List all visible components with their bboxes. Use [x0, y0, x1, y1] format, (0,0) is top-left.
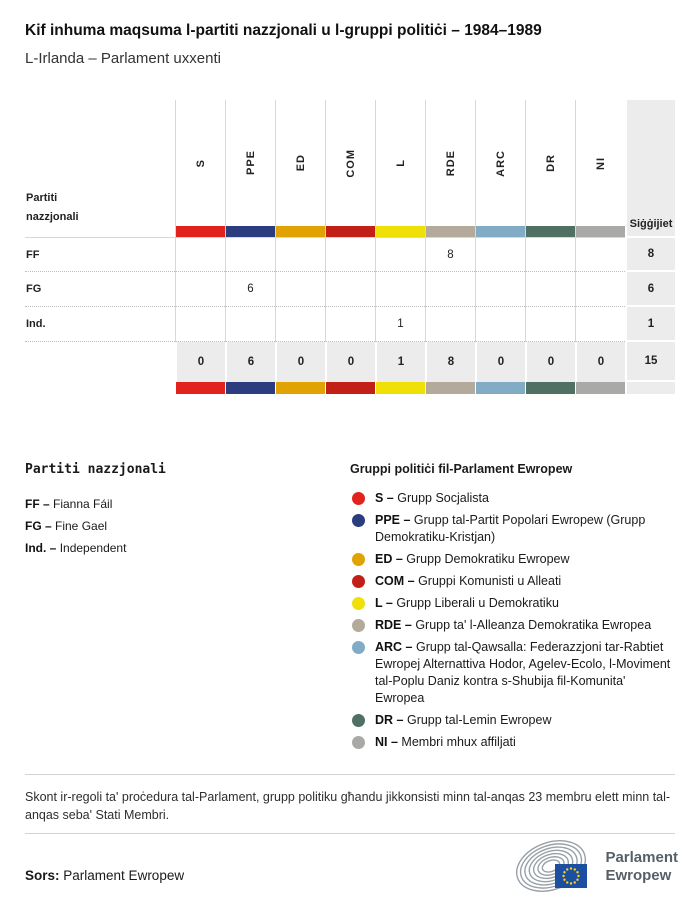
group-color-bar — [325, 382, 375, 394]
column-header-dr: DR — [525, 100, 575, 226]
party-code: Ind. – — [25, 541, 57, 555]
party-legend — [25, 462, 350, 756]
value-cell — [175, 307, 225, 342]
total-cell: 8 — [425, 342, 475, 382]
group-legend-title: Gruppi politiċi fil-Parlament Ewropew — [350, 462, 573, 476]
group-legend-text — [375, 595, 675, 612]
seats-column-header: Siġġijiet — [625, 100, 675, 238]
group-name: Grupp tal-Partit Popolari Ewropew (Grupp Demokratiku-Kristjan) — [375, 513, 646, 544]
value-cell — [575, 238, 625, 272]
group-legend — [350, 462, 675, 756]
value-cell — [225, 307, 275, 342]
value-cell — [325, 272, 375, 307]
value-cell: 6 — [225, 272, 275, 307]
source-label: Sors: — [25, 868, 60, 883]
column-header-ni: NI — [575, 100, 625, 226]
total-cell: 0 — [525, 342, 575, 382]
group-color-dot-icon — [352, 514, 365, 527]
source-value: Parlament Ewropew — [63, 868, 185, 883]
group-legend-text — [375, 734, 675, 751]
group-color-bar — [375, 382, 425, 394]
total-cell: 0 — [275, 342, 325, 382]
group-name: Grupp Socjalista — [397, 491, 489, 505]
value-cell — [425, 307, 475, 342]
ep-logo-icon — [515, 840, 599, 894]
group-code: L – — [375, 596, 393, 610]
group-color-bar — [475, 226, 525, 238]
eu-flag-icon — [555, 864, 587, 888]
group-code: ARC – — [375, 640, 413, 654]
party-legend-item — [25, 515, 350, 537]
group-color-dot-icon — [352, 492, 365, 505]
source-line — [25, 868, 184, 883]
group-legend-text — [375, 573, 675, 590]
group-color-bar — [175, 226, 225, 238]
totals-row-label — [25, 342, 175, 382]
value-cell — [225, 238, 275, 272]
group-color-dot-icon — [352, 619, 365, 632]
spacer-cell — [25, 382, 175, 394]
page-title: Kif inhuma maqsuma l-partiti nazzjonali u l-gruppi politiċi – 1984–1989 — [25, 22, 542, 39]
group-color-bar — [525, 382, 575, 394]
divider — [25, 833, 675, 834]
ep-logo — [515, 840, 678, 894]
group-legend-item — [350, 639, 675, 707]
logo-text-line2: Ewropew — [605, 867, 672, 884]
value-cell — [575, 272, 625, 307]
party-legend-item — [25, 537, 350, 559]
party-name: Fianna Fáil — [53, 497, 113, 511]
group-color-bar — [225, 382, 275, 394]
column-header-arc: ARC — [475, 100, 525, 226]
seats-cell: 8 — [625, 238, 675, 272]
row-label: FF — [25, 238, 175, 272]
value-cell — [325, 307, 375, 342]
group-legend-item — [350, 712, 675, 729]
group-color-dot-icon — [352, 597, 365, 610]
group-legend-item — [350, 551, 675, 568]
logo-text-line1: Parlament — [605, 849, 678, 866]
value-cell — [175, 272, 225, 307]
page-subtitle: L-Irlanda – Parlament uxxenti — [25, 50, 221, 67]
value-cell — [475, 307, 525, 342]
party-code: FF – — [25, 497, 50, 511]
group-color-bar — [525, 226, 575, 238]
value-cell — [375, 238, 425, 272]
group-legend-text — [375, 490, 675, 507]
column-header-s: S — [175, 100, 225, 226]
party-legend-title: Partiti nazzjonali — [25, 462, 166, 477]
value-cell — [575, 307, 625, 342]
group-name: Grupp ta' l-Alleanza Demokratika Ewropea — [415, 618, 652, 632]
total-cell: 0 — [175, 342, 225, 382]
group-color-dot-icon — [352, 553, 365, 566]
value-cell — [525, 307, 575, 342]
value-cell — [275, 272, 325, 307]
value-cell — [525, 238, 575, 272]
group-name: Grupp Demokratiku Ewropew — [406, 552, 570, 566]
value-cell — [325, 238, 375, 272]
group-color-bar — [475, 382, 525, 394]
value-cell — [275, 307, 325, 342]
group-code: PPE – — [375, 513, 411, 527]
group-color-dot-icon — [352, 575, 365, 588]
group-legend-item — [350, 617, 675, 634]
group-color-dot-icon — [352, 641, 365, 654]
group-color-bar — [425, 382, 475, 394]
group-name: Membri mhux affiljati — [401, 735, 516, 749]
row-label: Ind. — [25, 307, 175, 342]
note-text: Skont ir-regoli ta' proċedura tal-Parlament, grupp politiku għandu jikkonsisti minn tal-anqas 23 membru elett minn tal-anqas seba' Stati Membri. — [25, 790, 671, 823]
group-legend-item — [350, 573, 675, 590]
total-cell: 1 — [375, 342, 425, 382]
total-cell: 0 — [575, 342, 625, 382]
column-header-ppe: PPE — [225, 100, 275, 226]
group-code: NI – — [375, 735, 398, 749]
group-color-dot-icon — [352, 714, 365, 727]
group-color-bar — [175, 382, 225, 394]
group-color-bar — [575, 226, 625, 238]
group-legend-text — [375, 551, 675, 568]
party-legend-item — [25, 493, 350, 515]
column-header-com: COM — [325, 100, 375, 226]
group-name: Grupp tal-Qawsalla: Federazzjoni tar-Rabtiet Ewropej Alternattiva Hodor, Agelev-Ecolo, l-Moviment tal-Poplu Daniz kontra s-Shubija fil-Komunita' Ewropea — [375, 640, 671, 705]
group-name: Gruppi Komunisti u Alleati — [418, 574, 562, 588]
seats-column-filler — [625, 382, 675, 394]
total-cell: 0 — [475, 342, 525, 382]
party-name: Independent — [59, 541, 127, 555]
group-legend-text — [375, 639, 675, 707]
divider — [25, 774, 675, 775]
value-cell — [425, 272, 475, 307]
value-cell — [475, 272, 525, 307]
value-cell — [375, 272, 425, 307]
group-code: RDE – — [375, 618, 412, 632]
total-seats-cell: 15 — [625, 342, 675, 382]
group-code: S – — [375, 491, 394, 505]
total-cell: 6 — [225, 342, 275, 382]
group-color-bar — [225, 226, 275, 238]
value-cell — [275, 238, 325, 272]
group-name: Grupp Liberali u Demokratiku — [396, 596, 559, 610]
group-legend-text — [375, 712, 675, 729]
group-code: COM – — [375, 574, 415, 588]
group-color-bar — [325, 226, 375, 238]
value-cell: 8 — [425, 238, 475, 272]
group-name: Grupp tal-Lemin Ewropew — [406, 713, 552, 727]
group-code: ED – — [375, 552, 403, 566]
column-header-rde: RDE — [425, 100, 475, 226]
group-legend-item — [350, 595, 675, 612]
group-color-bar — [275, 226, 325, 238]
group-code: DR – — [375, 713, 404, 727]
group-color-bar — [275, 382, 325, 394]
ep-logo-text — [605, 849, 678, 885]
party-name: Fine Gael — [55, 519, 108, 533]
legends — [25, 462, 675, 756]
parties-groups-table — [25, 100, 675, 394]
group-color-bar — [425, 226, 475, 238]
row-label: FG — [25, 272, 175, 307]
column-header-ed: ED — [275, 100, 325, 226]
value-cell: 1 — [375, 307, 425, 342]
column-header-l: L — [375, 100, 425, 226]
total-cell: 0 — [325, 342, 375, 382]
seats-cell: 1 — [625, 307, 675, 342]
group-legend-item — [350, 490, 675, 507]
value-cell — [175, 238, 225, 272]
group-legend-text — [375, 512, 675, 546]
party-code: FG – — [25, 519, 52, 533]
corner-label: Partiti nazzjonali — [25, 100, 175, 238]
value-cell — [525, 272, 575, 307]
group-color-dot-icon — [352, 736, 365, 749]
group-legend-item — [350, 734, 675, 751]
group-legend-text — [375, 617, 675, 634]
group-color-bar — [375, 226, 425, 238]
group-color-bar — [575, 382, 625, 394]
seats-cell: 6 — [625, 272, 675, 307]
group-legend-item — [350, 512, 675, 546]
value-cell — [475, 238, 525, 272]
